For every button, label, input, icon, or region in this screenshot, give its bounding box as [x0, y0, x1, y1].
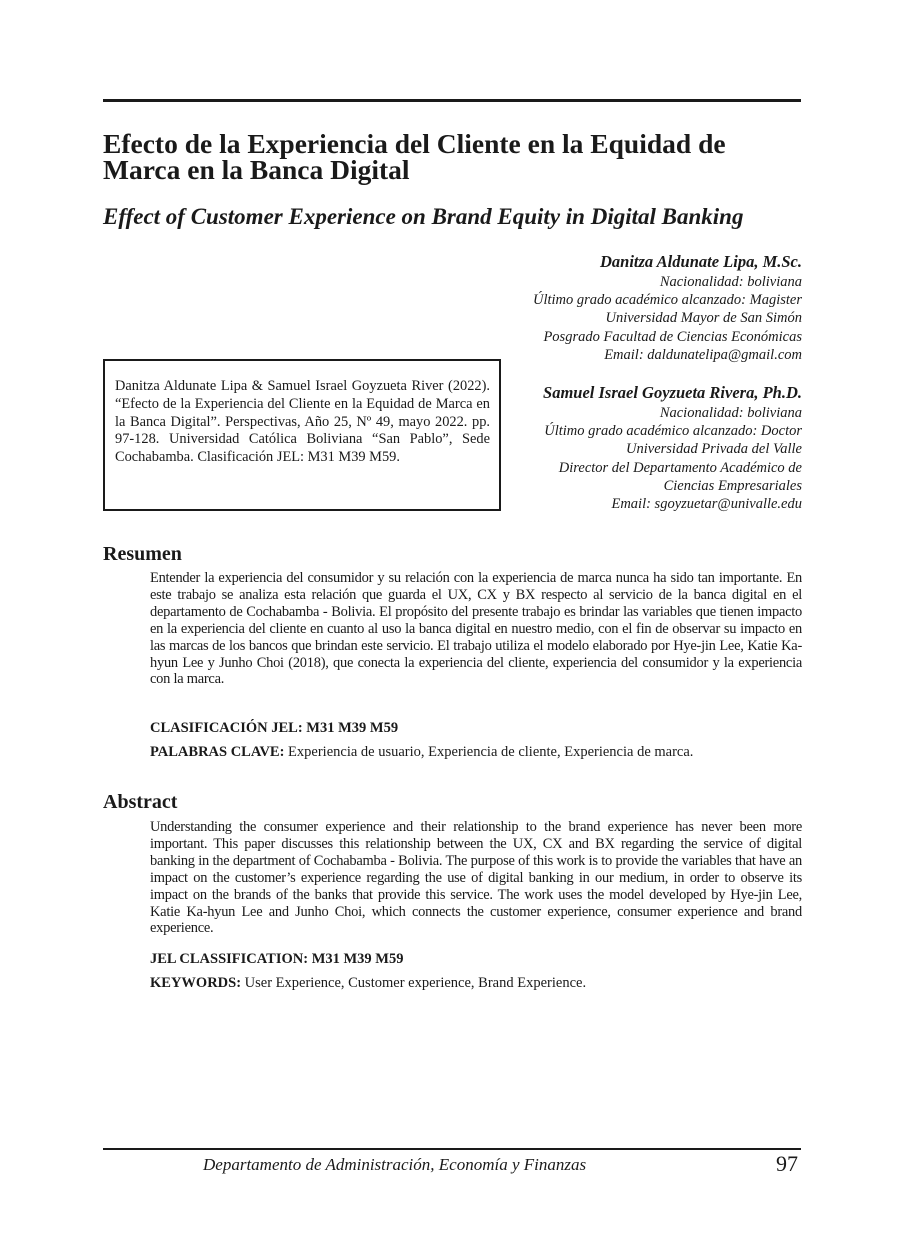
author-block-1: [382, 251, 802, 364]
abstract-keywords: [150, 974, 802, 992]
abstract-heading: Abstract: [103, 791, 178, 813]
author-email: Email: sgoyzuetar@univalle.edu: [611, 496, 802, 513]
footer-department: Departamento de Administración, Economía y Finanzas: [203, 1155, 587, 1174]
author-university: Universidad Privada del Valle: [626, 441, 802, 458]
abstract-keywords-label: KEYWORDS:: [150, 975, 242, 991]
author-department: Director del Departamento Académico de: [558, 459, 802, 476]
resumen-heading: Resumen: [103, 543, 182, 565]
resumen-text: Entender la experiencia del consumidor y su relación con la experiencia de marca nunca ha sido tan importante. En este trabajo se analiza esta relación que guarda el UX, CX y BX respecto al servicio de la banca digital en el departamento de Cochabamba - Bolivia. El propósito del presente trabajo es brindar las variables que tienen impacto en la experiencia del cliente en cuanto al uso la banca digital en nuestro medio, con el fin de observar su impacto en las marcas de los bancos que brindan este servicio. El trabajo utiliza el modelo elaborado por Hye-jin Lee, Katie Ka-hyun Lee y Junho Choi (2018), que conecta la experiencia del cliente, experiencia del consumidor y la experiencia con la marca.: [150, 570, 802, 688]
abstract-keywords-text: User Experience, Customer experience, Brand Experience.: [241, 975, 587, 991]
citation-text: Danitza Aldunate Lipa & Samuel Israel Goyzueta River (2022). “Efecto de la Experiencia del Cliente en la Equidad de Marca en la Banca Digital”. Perspectivas, Año 25, Nº 49, mayo 2022. pp. 97-128. Universidad Católica Boliviana “San Pablo”, Sede Cochabamba. Clasificación JEL: M31 M39 M59.: [115, 378, 490, 466]
author-name: Samuel Israel Goyzueta Rivera, Ph.D.: [543, 383, 802, 402]
top-rule: [103, 99, 801, 102]
resumen-keywords: [150, 743, 802, 761]
author-name: Danitza Aldunate Lipa, M.Sc.: [599, 252, 802, 271]
resumen-keywords-text: Experiencia de usuario, Experiencia de cliente, Experiencia de marca.: [284, 744, 694, 760]
abstract-text: Understanding the consumer experience and their relationship to the brand experience has never been more important. This paper discusses this relationship between the UX, CX and BX regarding the service of digital banking in the department of Cochabamba - Bolivia. The purpose of this work is to provide the variables that have an impact on the customer’s experience regarding the use of digital banking in our medium, in order to observe its impact on the brands of the banks that provide this service. The work uses the model developed by Hye-jin Lee, Katie Ka-hyun Lee and Junho Choi, which connects the customer experience, consumer experience and brand experience.: [150, 819, 802, 937]
author-email: Email: daldunatelipa@gmail.com: [604, 346, 802, 363]
abstract-jel-text: JEL CLASSIFICATION: M31 M39 M59: [150, 951, 404, 967]
author-department-cont: Ciencias Empresariales: [663, 477, 802, 494]
author-nationality: Nacionalidad: boliviana: [659, 405, 802, 421]
author-faculty: Posgrado Facultad de Ciencias Económicas: [543, 328, 802, 345]
author-block-2: [382, 382, 802, 513]
author-nationality: Nacionalidad: boliviana: [659, 274, 802, 290]
resumen-jel-text: CLASIFICACIÓN JEL: M31 M39 M59: [150, 720, 399, 736]
abstract-jel: [150, 950, 802, 968]
author-university: Universidad Mayor de San Simón: [605, 310, 802, 327]
author-degree: Último grado académico alcanzado: Magister: [532, 292, 802, 309]
footer-rule: [103, 1148, 801, 1150]
author-degree: Último grado académico alcanzado: Doctor: [544, 423, 802, 440]
resumen-jel: [150, 719, 802, 737]
title-line-1: Efecto de la Experiencia del Cliente en la Equidad de: [103, 128, 726, 159]
title-line-2: Marca en la Banca Digital: [103, 154, 410, 185]
paper-title: [103, 128, 803, 185]
page-number: 97: [776, 1151, 798, 1176]
paper-subtitle-english: Effect of Customer Experience on Brand Equity in Digital Banking: [103, 204, 744, 229]
resumen-keywords-label: PALABRAS CLAVE:: [150, 744, 285, 760]
